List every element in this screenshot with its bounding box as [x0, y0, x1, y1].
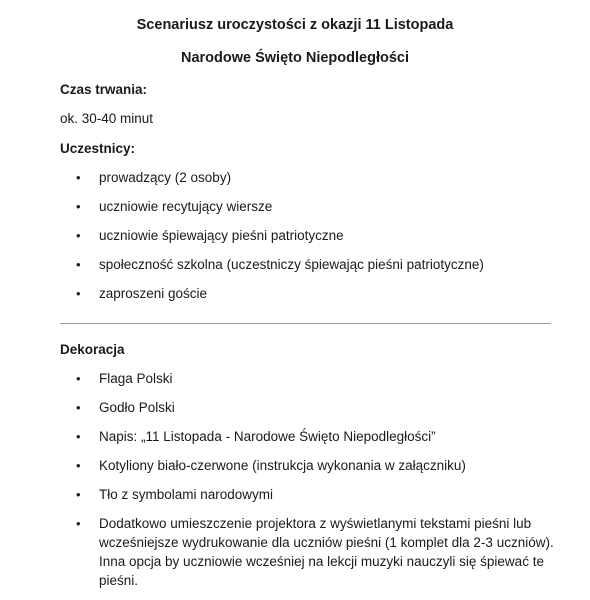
participant-text: społeczność szkolna (uczestniczy śpiewając pieśni patriotyczne) [99, 257, 484, 272]
decoration-text: Flaga Polski [99, 371, 173, 386]
bullet-icon: • [76, 400, 81, 415]
decoration-text: Kotyliony biało-czerwone (instrukcja wykonania w załączniku) [99, 458, 466, 473]
bullet-icon: • [76, 516, 81, 531]
decoration-heading: Dekoracja [60, 342, 125, 357]
participant-text: prowadzący (2 osoby) [99, 170, 232, 185]
bullet-icon: • [76, 371, 81, 386]
bullet-icon: • [76, 286, 81, 301]
participants-heading: Uczestnicy: [60, 141, 136, 156]
participant-text: uczniowie recytujący wiersze [99, 199, 273, 214]
bullet-icon: • [76, 199, 81, 214]
duration-heading: Czas trwania: [60, 82, 148, 97]
decoration-text: Tło z symbolami narodowymi [99, 487, 274, 502]
bullet-icon: • [76, 228, 81, 243]
decoration-text: Godło Polski [99, 400, 175, 415]
bullet-icon: • [76, 487, 81, 502]
participant-text: zaproszeni goście [99, 286, 208, 301]
document-subtitle: Narodowe Święto Niepodległości [180, 50, 409, 66]
decoration-text: Napis: „11 Listopada - Narodowe Święto Niepodległości” [99, 429, 436, 444]
document-title: Scenariusz uroczystości z okazji 11 Listopada [136, 17, 454, 33]
bullet-icon: • [76, 429, 81, 444]
bullet-icon: • [76, 458, 81, 473]
duration-value: ok. 30-40 minut [60, 111, 154, 126]
participant-text: uczniowie śpiewający pieśni patriotyczne [99, 228, 344, 243]
bullet-icon: • [76, 170, 81, 185]
section-divider [60, 323, 551, 324]
bullet-icon: • [76, 257, 81, 272]
decoration-text: Dodatkowo umieszczenie projektora z wyświetlanymi tekstami pieśni lub wcześniejsze wydrukowanie dla uczniów pieśni (1 komplet dla 2-3 uczniów). Inna opcja by uczniowie wcześniej na lekcji muzyki nauczyli się śpiewać te pieśni. [99, 516, 554, 588]
